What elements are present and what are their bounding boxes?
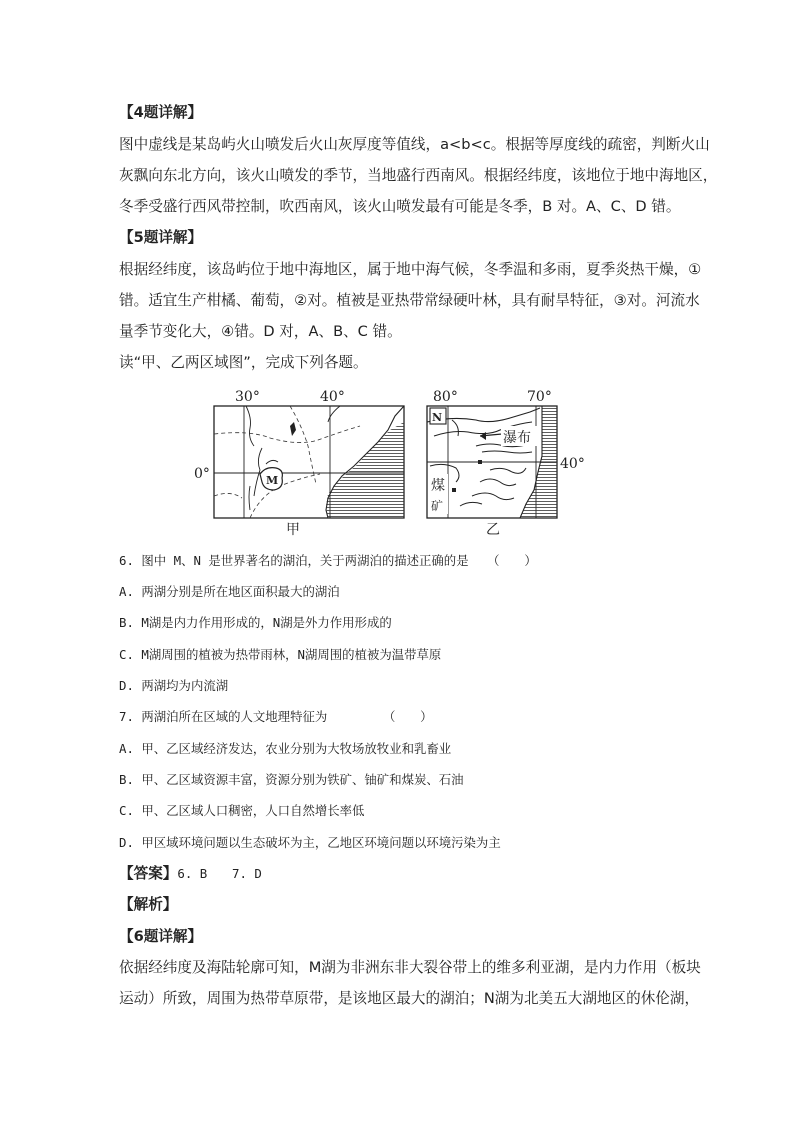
map-b-lake-label: N [432, 411, 443, 424]
q5-line-3: 量季节变化大，④错。D 对，A、B、C 错。 [119, 323, 402, 340]
region-maps-figure [190, 386, 585, 546]
q6-option-a: A. 两湖分别是所在地区面积最大的湖泊 [119, 584, 340, 599]
q4-line-1: 图中虚线是某岛屿火山喷发后火山灰厚度等值线，a<b<c。根据等厚度线的疏密，判断火山 [119, 136, 710, 153]
answer-label: 【答案】 [119, 865, 178, 882]
q6-detail-line-2: 运动）所致，周围为热带草原带，是该地区最大的湖泊；N湖为北美五大湖地区的休伦湖， [119, 990, 700, 1007]
map-a-lat: 0° [194, 466, 210, 482]
q4-header: 【4题详解】 [119, 104, 203, 121]
map-b-caption: 乙 [486, 522, 500, 538]
map-a-caption: 甲 [286, 522, 300, 538]
q4-line-3: 冬季受盛行西风带控制，吹西南风，该火山喷发最有可能是冬季，B 对。A、C、D 错。 [119, 198, 681, 215]
map-b-waterfall-label: 瀑布 [503, 430, 531, 446]
map-b-coal-2: 矿 [431, 499, 444, 513]
q7-stem: 7. 两湖泊所在区域的人文地理特征为 （ ） [119, 709, 433, 724]
map-b-lat: 40° [560, 456, 585, 472]
q6-detail-header: 【6题详解】 [119, 928, 203, 945]
q6-stem: 6. 图中 M、N 是世界著名的湖泊，关于两湖泊的描述正确的是 （ ） [119, 553, 537, 568]
q5-header: 【5题详解】 [119, 229, 203, 246]
map-b-lon-left: 80° [433, 389, 458, 405]
map-b [427, 389, 585, 538]
q7-option-a: A. 甲、乙区域经济发达，农业分别为大牧场放牧业和乳畜业 [119, 741, 452, 756]
intro-text: 读“甲、乙两区域图”，完成下列各题。 [119, 354, 368, 371]
map-a-lon-right: 40° [320, 389, 345, 405]
map-a-lon-left: 30° [235, 389, 260, 405]
q7-option-d: D. 甲区域环境问题以生态破坏为主，乙地区环境问题以环境污染为主 [119, 835, 501, 850]
q6-option-b: B. M湖是内力作用形成的，N湖是外力作用形成的 [119, 615, 392, 630]
answer-text: 6. B 7. D [177, 866, 262, 881]
q6-option-d: D. 两湖均为内流湖 [119, 678, 229, 693]
city-marker [478, 460, 482, 464]
map-a-lake-label: M [266, 474, 279, 487]
q5-line-2: 错。适宜生产柑橘、葡萄，②对。植被是亚热带常绿硬叶林，具有耐旱特征，③对。河流水 [119, 292, 700, 309]
map-b-coal-1: 煤 [431, 478, 445, 494]
q7-option-c: C. 甲、乙区域人口稠密，人口自然增长率低 [119, 803, 365, 818]
map-b-lon-right: 70° [527, 389, 552, 405]
analysis-label: 【解析】 [119, 896, 178, 913]
q5-line-1: 根据经纬度，该岛屿位于地中海地区，属于地中海气候，冬季温和多雨，夏季炎热干燥，① [119, 261, 702, 278]
q7-option-b: B. 甲、乙区域资源丰富，资源分别为铁矿、铀矿和煤炭、石油 [119, 772, 464, 787]
map-a [194, 389, 404, 538]
coal-marker [452, 488, 456, 492]
map-a-ocean [326, 422, 404, 518]
q6-option-c: C. M湖周围的植被为热带雨林，N湖周围的植被为温带草原 [119, 647, 442, 662]
q6-detail-line-1: 依据经纬度及海陆轮廓可知，M湖为非洲东非大裂谷带上的维多利亚湖，是内力作用（板块 [119, 959, 701, 976]
q4-line-2: 灰飘向东北方向，该火山喷发的季节，当地盛行西南风。根据经纬度，该地位于地中海地区， [119, 167, 718, 184]
answer-line [119, 864, 262, 884]
